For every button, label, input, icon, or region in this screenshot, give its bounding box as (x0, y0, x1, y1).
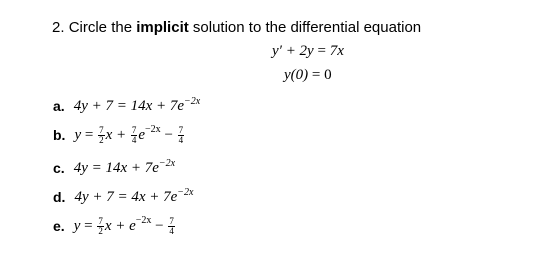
fraction: $\frac{7}{4}$ (169, 215, 174, 236)
exponent: −2x (135, 215, 152, 227)
choice-letter: b. (53, 127, 66, 143)
de-equals: = (317, 43, 326, 59)
choice-letter: d. (53, 189, 66, 205)
question-text-bold: implicit (136, 19, 189, 36)
choice-a[interactable] (53, 95, 200, 117)
choice-expression: y = $\frac{7}{2}$ x + $\frac{7}{4}$ $e^{-2x}$ − $\frac{7}{4}$ (74, 124, 184, 145)
exponent: −2x (145, 124, 161, 136)
question-number: 2. (52, 19, 65, 36)
initial-condition (284, 67, 332, 84)
ic-rhs: 0 (324, 67, 332, 83)
fraction: $\frac{7}{4}$ (131, 124, 137, 145)
choice-expression: $4y = 14x + 7e^{-2x}$ (73, 157, 176, 176)
choice-letter: c. (53, 160, 65, 176)
choice-expression: $4y + 7 = 4x + 7e^{-2x}$ (74, 186, 194, 205)
choice-expression: y = $\frac{7}{2}$ $x + e^{-2x}$ − $\frac{7}{4}$ (73, 215, 174, 236)
choice-e[interactable] (53, 215, 176, 237)
choice-c[interactable] (53, 157, 175, 179)
ic-equals: = (311, 67, 321, 83)
de-lhs: y′ + 2y (272, 43, 314, 59)
differential-equation (272, 43, 344, 60)
exponent: −2x (177, 186, 194, 198)
fraction: $\frac{7}{4}$ (178, 124, 184, 145)
choice-expression: $4y + 7 = 14x + 7e^{-2x}$ (73, 95, 201, 114)
choice-d[interactable] (53, 186, 193, 208)
choice-letter: e. (53, 218, 65, 234)
exponent: −2x (184, 95, 201, 107)
exponent: −2x (158, 157, 176, 169)
question-text-prefix: Circle the (68, 19, 137, 36)
question-prompt (52, 19, 421, 36)
choice-b[interactable] (53, 124, 185, 146)
ic-lhs: y(0) (284, 67, 309, 83)
choice-letter: a. (53, 98, 65, 114)
fraction: $\frac{7}{2}$ (99, 124, 104, 145)
de-rhs: 7x (329, 43, 344, 59)
question-text-suffix: solution to the differential equation (188, 19, 422, 36)
fraction: $\frac{7}{2}$ (98, 215, 103, 236)
